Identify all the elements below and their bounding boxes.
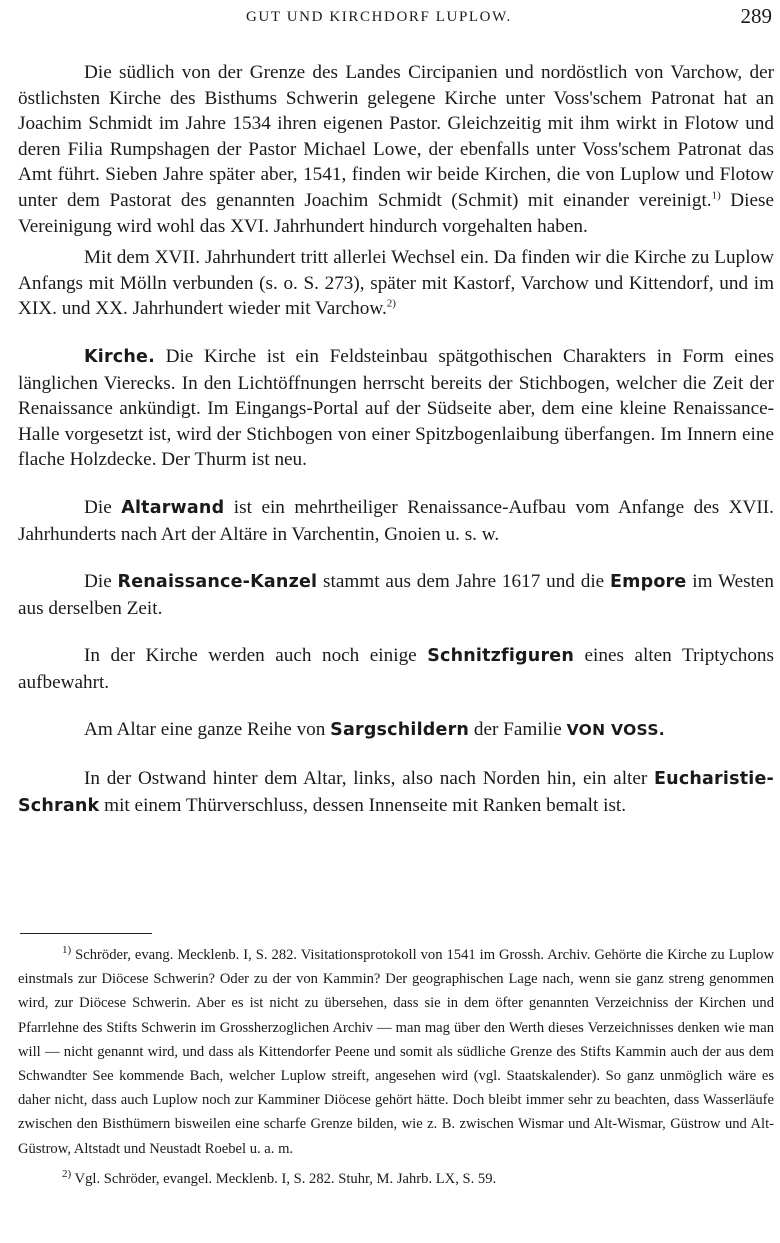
page-number: 289 <box>740 4 772 28</box>
running-title: GUT UND KIRCHDORF LUPLOW. <box>246 9 512 25</box>
footnote-mark-2: 2) <box>62 1167 72 1180</box>
paragraph-history-2: Mit dem XVII. Jahrhundert tritt allerlei Wechsel ein. Da finden wir die Kirche zu Luplow Anfangs mit Mölln verbunden (s. o. S. 273), später mit Kastorf, Varchow und Kittendorf, und im XIX. und XX. Jahrhundert wieder mit Varchow.$^{2)}$ <box>18 247 774 320</box>
footnote-ref-2: 2) <box>386 297 396 310</box>
footnote-1: $^{1)}$ Schröder, evang. Mecklenb. I, S. 282. Visitationsprotokoll von 1541 im Grossh. Archiv. Gehörte die Kirche zu Luplow einstmals zur Diöcese Schwerin? Oder zu der von Kammin? Der geographischen Lage nach, wenn sie ganz streng genommen wird, zur Diöcese Schwerin. Aber es ist nicht zu übersehen, dass sie in dem öfter genannten Verzeichniss der Kirchen und Pfarrlehne des Stifts Schwerin im Grossherzoglichen Archiv — man mag über den Werth dieses Verzeichnisses denken wie man will — nicht genannt wird, und dass als Kittendorfer Peene und somit als südliche Grenze des Stifts Kammin auch der aus dem Schwandter See kommende Bach, welcher Luplow streift, angesehen wird (vgl. Staatskalender). So ganz unmöglich wäre es daher nicht, dass auch Luplow noch zur Kamminer Diöcese gehört hätte. Doch bleibt immer sehr zu beachten, dass Wasserläufe zwischen den Bisthümern bisweilen eine scharfe Grenze bilden, wie z. B. zwischen Wismar und Alt-Wismar, Güstrow und Alt-Güstrow, Altstadt und Neustadt Roebel u. a. m. <box>18 944 774 1157</box>
paragraph-kirche: Kirche. Die Kirche ist ein Feldsteinbau spätgothischen Charakters in Form eines länglichen Vierecks. In den Lichtöffnungen herrscht bereits der Stichbogen, welcher die Zeit der Renaissance ankündigt. Im Eingangs-Portal auf der Südseite aber, dem eine kleine Renaissance-Halle vorgesetzt ist, wird der Stichbogen von einer Spitzbogenlaibung überfangen. Im Innern eine flache Holzdecke. Der Thurm ist neu. <box>18 345 774 471</box>
heading-kanzel: Renaissance-Kanzel <box>117 572 318 593</box>
footnotes <box>18 943 774 1191</box>
heading-kirche: Kirche. <box>84 346 155 367</box>
footnote-mark-1: 1) <box>62 944 72 957</box>
main-text <box>18 60 774 819</box>
paragraph-eucharistie: In der Ostwand hinter dem Altar, links, also nach Norden hin, ein alter Eucharistie-Schrank mit einem Thürverschluss, dessen Innenseite mit Ranken bemalt ist. <box>18 768 774 816</box>
heading-schnitzfiguren: Schnitzfiguren <box>427 646 575 667</box>
paragraph-kanzel: Die Renaissance-Kanzel stammt aus dem Jahre 1617 und die Empore im Westen aus derselben Zeit. <box>18 571 775 619</box>
heading-altarwand: Altarwand <box>121 497 225 518</box>
heading-empore: Empore <box>610 572 687 593</box>
paragraph-sargschilder: Am Altar eine ganze Reihe von Sargschildern der Familie VON VOSS. <box>84 719 665 741</box>
footnote-2: $^{2)}$ Vgl. Schröder, evangel. Mecklenb. I, S. 282. Stuhr, M. Jahrb. LX, S. 59. <box>62 1167 497 1187</box>
paragraph-schnitzfiguren: In der Kirche werden auch noch einige Schnitzfiguren eines alten Triptychons aufbewahrt. <box>18 645 774 693</box>
family-name: VON VOSS. <box>566 721 665 740</box>
heading-eucharistie: Eucharistie-Schrank <box>18 769 774 816</box>
paragraph-history-1: Die südlich von der Grenze des Landes Circipanien und nordöstlich von Varchow, der östlichsten Kirche des Bisthums Schwerin gelegene Kirche unter Voss'schem Patronat hat an Joachim Schmidt im Jahre 1534 ihren eigenen Pastor. Gleichzeitig mit ihm wirkt in Flotow und deren Filia Rumpshagen der Pastor Michael Lowe, der ebenfalls unter Voss'schem Patronat das Amt führt. Sieben Jahre später aber, 1541, finden wir beide Kirchen, die von Luplow und Flotow unter dem Pastorat des genannten Joachim Schmidt (Schmit) mit einander vereinigt.$^{1)}$ Diese Vereinigung wird wohl das XVI. Jahrhundert hindurch vorgehalten haben. <box>18 62 774 237</box>
footnote-ref-1: 1) <box>711 189 721 202</box>
footnote-divider <box>20 933 152 934</box>
page-header <box>0 0 780 36</box>
heading-sargschilder: Sargschildern <box>330 720 470 741</box>
paragraph-altarwand: Die Altarwand ist ein mehrtheiliger Renaissance-Aufbau vom Anfange des XVII. Jahrhunderts nach Art der Altäre in Varchentin, Gnoien u. s. w. <box>18 496 774 545</box>
